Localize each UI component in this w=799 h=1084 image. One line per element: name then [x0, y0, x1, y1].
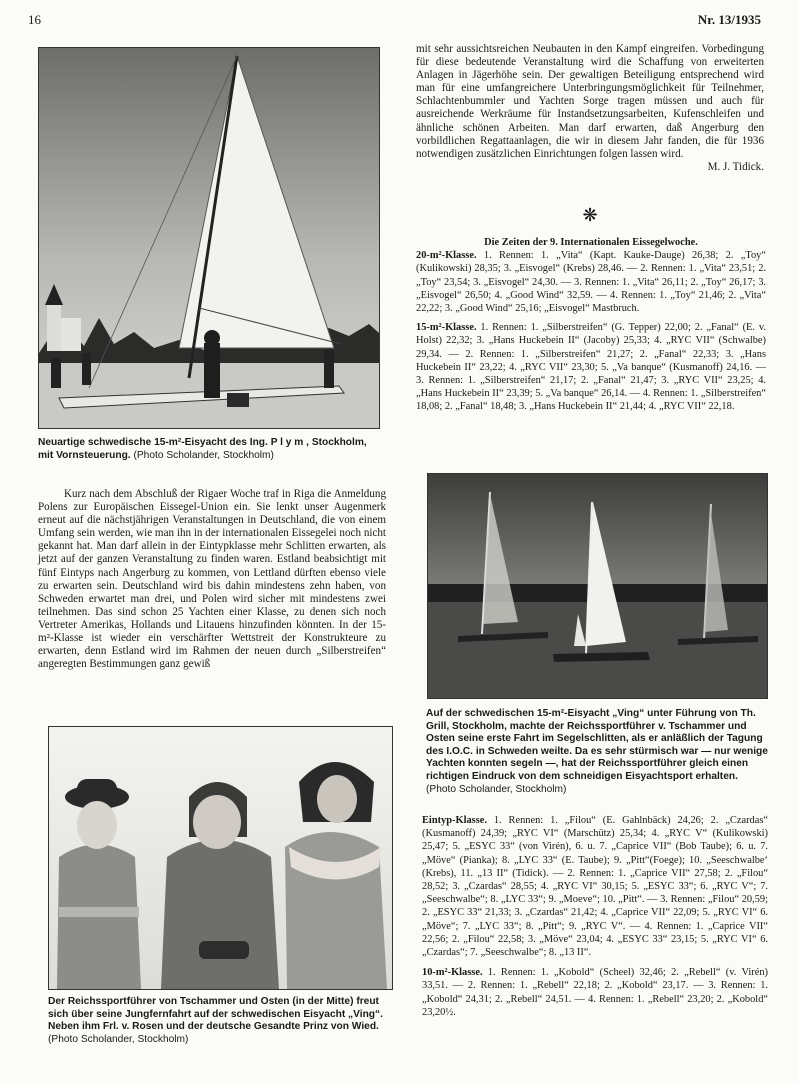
class15-label: 15-m²-Klasse.	[416, 322, 477, 334]
issue-number: Nr. 13/1935	[697, 12, 761, 27]
photo2-caption-text: Auf der schwedischen 15-m²-Eisyacht „Ving“ unter Führung von Th. Grill, Stockholm, machte der Reichssportführer v. Tschammer und Osten seine erste Fahrt im Segelschlitten, als er anläßlich der Tagung des I.O.C. in Schweden weilte. Da es sehr stürmisch war — nur wenige Yachten konnten segeln —, hat der Reichssportführer gleich einen richtigen Eindruck von dem schneidigen Eisyachtsport erhalten.	[426, 708, 768, 782]
article-main	[38, 488, 386, 671]
photo1-credit: (Photo Scholander, Stockholm)	[133, 449, 274, 461]
photo1-caption-text: Neuartige schwedische 15-m²-Eisyacht des Ing. P l y m , Stockholm, mit Vornsteuerung.	[38, 437, 367, 461]
class15-results: 1. Rennen: 1. „Silberstreifen“ (G. Tepper) 22,00; 2. „Fanal“ (E. v. Holst) 22,32; 3. „Hans Huckebein II“ (Jacoby) 25,33; 4. „RYC VII“ (Schwalbe) 29,34. — 2. Rennen: 1. „Silberstreifen“ 21,27; 2. „Fanal“ 22,33; 3. „Hans Huckebein II“ 23,22; 4. „RYC VII“ 23,30; 5. „Va banque“ (Kusmanoff) 24,16. — 3. Rennen: 1. „Silberstreifen“ 21,17; 2. „Fanal“ 21,47; 3. „RYC VII“ 23,25; 4. „Hans Huckebein II“ 23,39; 5. „Va banque“ 26,14. — 4. Rennen: 1. „Silberstreifen“ 18,08; 2. „Fanal“ 18,48; 3. „Hans Huckebein II“ 21,44; 4. „RYC VII“ 22,18.	[416, 322, 766, 413]
photo3-credit: (Photo Scholander, Stockholm)	[48, 1033, 189, 1045]
results-block-2	[422, 814, 768, 1019]
separator-ornament: ❋	[582, 205, 598, 225]
results-heading: Die Zeiten der 9. Internationalen Eissegelwoche.	[484, 237, 698, 248]
ice-yacht-photo	[38, 47, 380, 429]
photo3-caption-text: Der Reichssportführer von Tschammer und Osten (in der Mitte) freut sich über seine Jungfernfahrt auf der schwedischen Eisyacht „Ving“. Neben ihm Frl. v. Rosen und der deutsche Gesandte Prinz von Wied.	[48, 996, 383, 1033]
results-block-1	[416, 236, 766, 414]
eintyp-results: 1. Rennen: 1. „Filou“ (E. Gahlnbäck) 24,26; 2. „Czardas“ (Kusmanoff) 24,39; „RYC VI“ (Marschütz) 25,34; 4. „RYC V“ (Kulikowski) 25,47; 5. „ESYC 33“ (von Virén), 6. u. 7. „Caprice VII“ (Bob Taube); 6. u. 7. „Möve“ (Pianka); 8. „LYC 33“ (E. Taube); 9. „Pitt“(Foege); 10. „Seeschwalbe‘ (Krebs), 11. „13 II“ (Tidick). — 2. Rennen: 1. „Caprice VII“ 27,58; 2. „Filou“ 28,52; 3. „Czardas“ 28,55; 4. „RYC VI“ 30,15; 5. „ESYC 33“; 6. „RYC V“; 7. „Seeschwalbe“; 8. „LYC 33“; 9. „Moeve“; 10. „Pitt“. — 3. Rennen: „Filou“ 20,59; 2. „ESYC 33“ 21,33; 3. „Czardas“ 21,42; 4. „Caprice VII“ 22,09; 5. „RYC VI“ 6. „Möve“; 7. „LYC 33“; 8. „Pitt“; 9. „RYC V“. — 4. Rennen: 1. „Caprice VII“ 22,56; 2. „Filou“ 22,58; 3. „Möve“ 23,04; 4. „ESYC 33“ 23,15; 5. „RYC VI“ 6. „Czardas“; 7. „Seeschwalbe“; 8. „13 II“.	[422, 815, 769, 959]
article-continuation-text: mit sehr aussichtsreichen Neubauten in den Kampf eingreifen. Vorbedingung für diese bedeutende Veranstaltung wird die Schaffung von erweiterten Anlagen in Jägerhöhe sein. Der gewaltigen Beteiligung entsprechend wird man für eine umfangreichere Unterbringungsmöglichkeit für Teilnehmer, Schlachtenbummler und Yachten Sorge tragen müssen und auch für ausreichende Werkräume für Instandsetzungsarbeiten, Kufenschleifen und ähnliche schönen Arbeiten. Man darf erwarten, daß Angerburg den vorbildlichen Regattaanlagen, die wir in diesem Jahr fanden, die für 1936 notwendigen zusätzlichen Einrichtungen folgen lassen wird.	[416, 43, 764, 160]
eintyp-label: Eintyp-Klasse.	[422, 815, 487, 826]
article-continuation	[416, 43, 764, 174]
photo2-caption	[426, 708, 770, 796]
portrait-photo	[48, 726, 393, 990]
ice-yachts-photo	[427, 473, 768, 699]
class20-results: 1. Rennen: 1. „Vita“ (Kapt. Kauke-Dauge) 26,38; 2. „Toy“ (Kulikowski) 28,35; 3. „Eisvogel“ (Krebs) 28,46. — 2. Rennen: 1. „Vita“ 23,51; 2. „Toy“ 23,54; 3. „Eisvogel“ 24,30. — 3. Rennen: 1. „Vita“ 26,11; 2. „Toy“ 26,17; 3. „Eisvogel“ 26,50; 4. „Good Wind“ 32,59. — 4. Rennen: 1. „Toy“ 21,46; 2. „Vita“ 22,22; 3. „Good Wind“ 25,16; „Eisvogel“ Mastbruch.	[416, 250, 766, 315]
class20-label: 20-m²-Klasse.	[416, 250, 477, 262]
photo2-credit: (Photo Scholander, Stockholm)	[426, 783, 567, 795]
article-main-text: Kurz nach dem Abschluß der Rigaer Woche traf in Riga die Anmeldung Polens zur Europäischen Eissegel-Union ein. Sie lenkt unser Augenmerk erneut auf die nächstjährigen Veranstaltungen in Deutschland, die von einem Umfang sein werden, wie man ihn in der internationalen Eissegelei noch nicht gekannt hat. Man darf allein in der Eintypklasse mehr Schlitten erwarten, als jetzt auf der ganzen Veranstaltung zu finden waren. Estland beabsichtigt mit fünf Eintyps nach Angerburg zu kommen, von Lettland dürften ebenso viele zu erwarten sein. Deutschland wird bis dahin mindestens zehn haben, von Schweden erwartet man drei, und Polen wird sicher mit mindestens zwei teilnehmen. Das sind schon 25 Yachten einer Klasse, zu denen sich noch Vertreter Amerikas, Hollands und Litauens hinzufinden könnten. In der 15-m²-Klasse ist wieder ein verschärfter Wettstreit der Konstrukteure zu erwarten, denn Estland wird im Rahmen der neuen durch „Silberstreifen“ angeregten Bestimmungen ganz gewiß	[38, 488, 386, 671]
class10-label: 10-m²-Klasse.	[422, 967, 483, 979]
photo3-caption	[48, 996, 398, 1046]
page-number: 16	[28, 12, 41, 27]
photo1-caption	[38, 437, 383, 462]
article-signature: M. J. Tidick.	[707, 160, 764, 173]
class10-results: 1. Rennen: 1. „Kobold“ (Scheel) 32,46; 2. „Rebell“ (v. Virén) 33,51. — 2. Rennen: 1. „Rebell“ 22,18; 2. „Kobold“ 23,17. — 3. Rennen: 1. „Kobold“ 24,31; 2. „Rebell“ 24,51. — 4. Rennen: 1. „Rebell“ 23,20; 2. „Kobold“ 23,20½.	[422, 967, 768, 1018]
